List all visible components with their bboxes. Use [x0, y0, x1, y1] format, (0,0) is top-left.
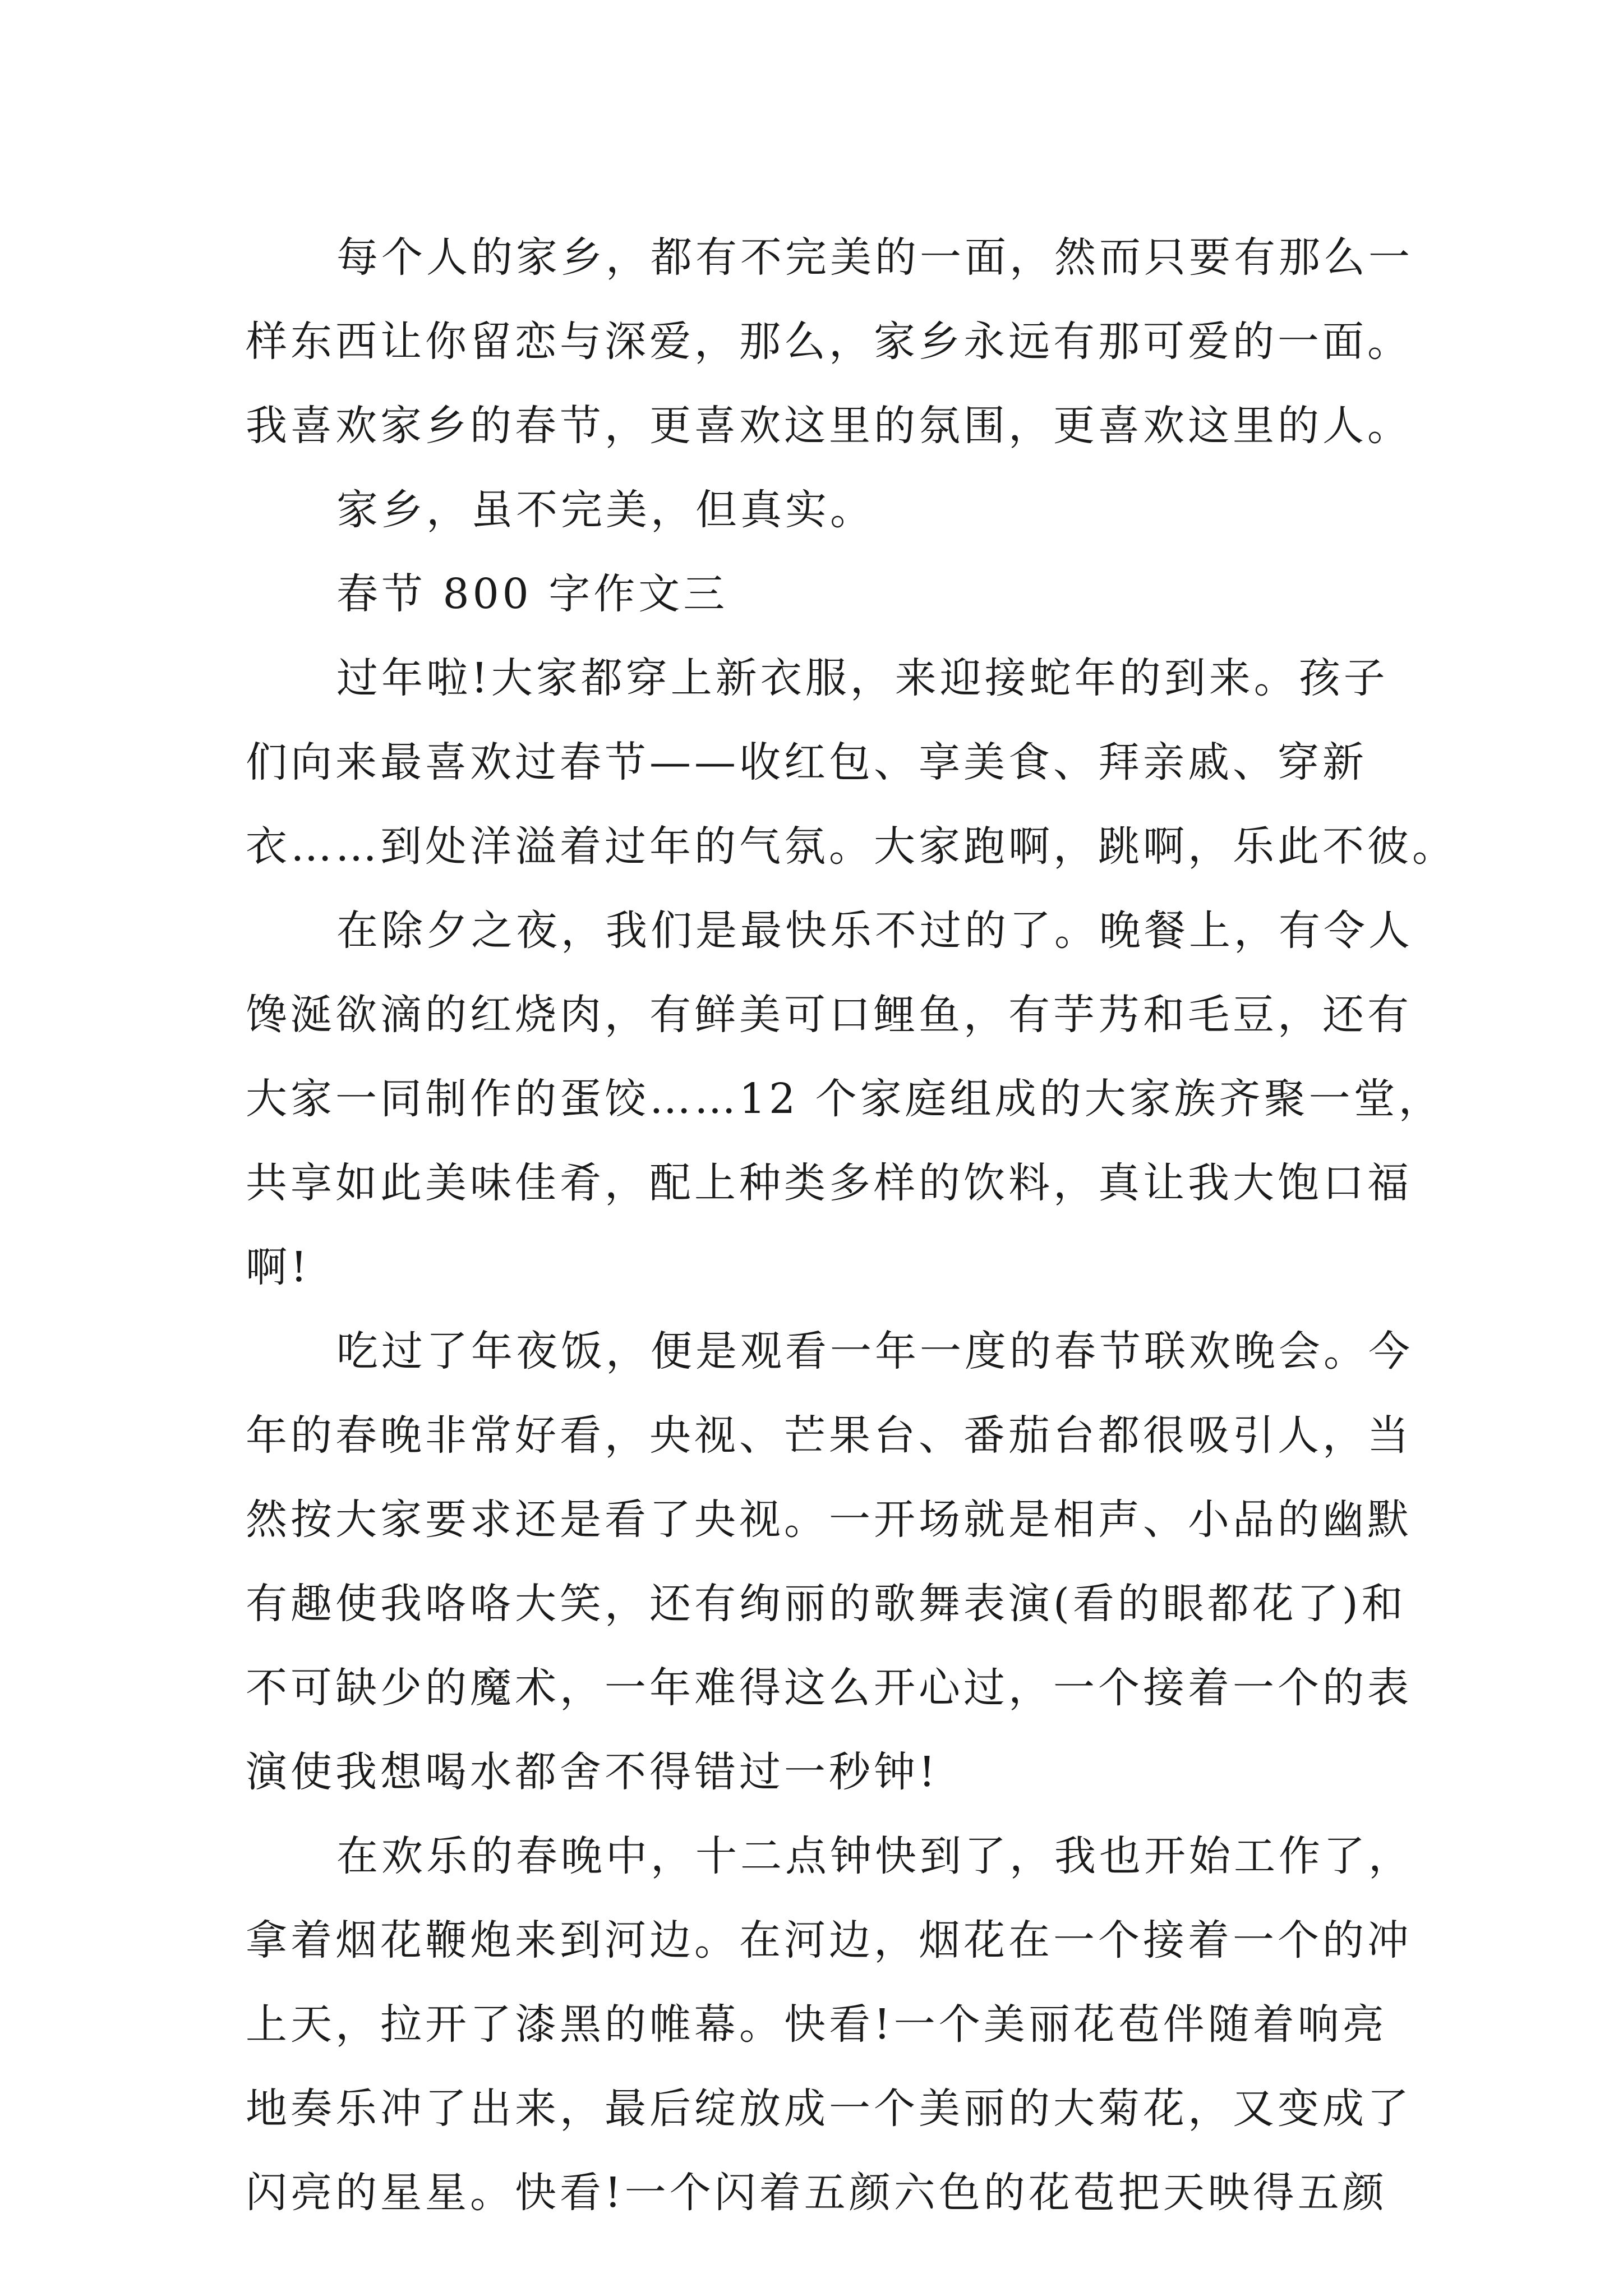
paragraph-line: 们向来最喜欢过春节——收红包、享美食、拜亲戚、穿新: [246, 738, 1367, 786]
paragraph-line: 在欢乐的春晚中，十二点钟快到了，我也开始工作了，: [336, 1832, 1413, 1880]
paragraph-line: 过年啦!大家都穿上新衣服，来迎接蛇年的到来。孩子: [336, 654, 1389, 702]
paragraph-line: 然按大家要求还是看了央视。一开场就是相声、小品的幽默: [246, 1496, 1412, 1544]
paragraph-line: 地奏乐冲了出来，最后绽放成一个美丽的大菊花，又变成了: [246, 2085, 1412, 2133]
paragraph-line: 馋涎欲滴的红烧肉，有鲜美可口鲤鱼，有芋艿和毛豆，还有: [246, 991, 1412, 1039]
paragraph-line: 吃过了年夜饭，便是观看一年一度的春节联欢晚会。今: [336, 1327, 1413, 1375]
paragraph-line: 家乡，虽不完美，但真实。: [336, 486, 875, 534]
paragraph-line: 不可缺少的魔术，一年难得这么开心过，一个接着一个的表: [246, 1664, 1412, 1712]
paragraph-line: 每个人的家乡，都有不完美的一面，然而只要有那么一: [336, 233, 1413, 282]
paragraph-line: 共享如此美味佳肴，配上种类多样的饮料，真让我大饱口福: [246, 1159, 1412, 1207]
paragraph-line: 衣……到处洋溢着过年的气氛。大家跑啊，跳啊，乐此不彼。: [246, 822, 1457, 871]
paragraph-line: 年的春晚非常好看，央视、芒果台、番茄台都很吸引人，当: [246, 1411, 1412, 1460]
section-heading: 春节 800 字作文三: [336, 570, 728, 618]
paragraph-line: 在除夕之夜，我们是最快乐不过的了。晚餐上，有令人: [336, 907, 1413, 955]
paragraph-line: 有趣使我咯咯大笑，还有绚丽的歌舞表演(看的眼都花了)和: [246, 1580, 1407, 1628]
paragraph-line: 大家一同制作的蛋饺……12 个家庭组成的大家族齐聚一堂，: [246, 1075, 1444, 1123]
paragraph-line: 拿着烟花鞭炮来到河边。在河边，烟花在一个接着一个的冲: [246, 1916, 1412, 1964]
paragraph-line: 演使我想喝水都舍不得错过一秒钟!: [246, 1748, 939, 1796]
paragraph-line: 啊!: [246, 1243, 311, 1291]
paragraph-line: 我喜欢家乡的春节，更喜欢这里的氛围，更喜欢这里的人。: [246, 402, 1412, 450]
paragraph-line: 上天，拉开了漆黑的帷幕。快看!一个美丽花苞伴随着响亮: [246, 2000, 1387, 2049]
paragraph-line: 闪亮的星星。快看!一个闪着五颜六色的花苞把天映得五颜: [246, 2169, 1387, 2217]
paragraph-line: 样东西让你留恋与深爱，那么，家乡永远有那可爱的一面。: [246, 318, 1412, 366]
